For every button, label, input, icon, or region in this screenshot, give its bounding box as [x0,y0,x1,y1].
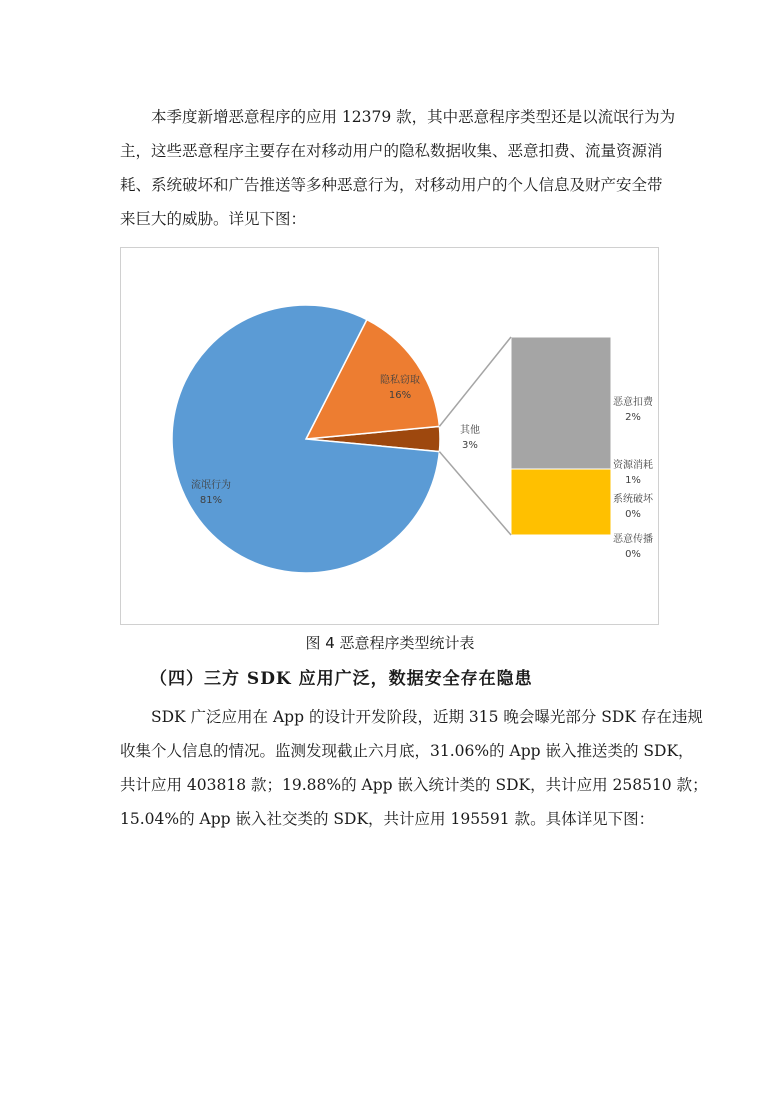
intro-paragraph [120,100,676,236]
sdk-line: 15.04%的 App 嵌入社交类的 SDK，共计应用 195591 款。具体详见下图： [120,810,655,828]
sdk-line: SDK 广泛应用在 App 的设计开发阶段，近期 315 晚会曝光部分 SDK 存在违规 [151,708,703,726]
connector-line [439,337,511,426]
slice-label: 隐私窃取 [380,375,420,386]
sdk-line: 共计应用 403818 款；19.88%的 App 嵌入统计类的 SDK，共计应用 258510 款； [120,776,708,794]
bar-segment-percent: 2% [625,412,641,423]
malware-type-chart [120,247,659,625]
section-heading: （四）三方 SDK 应用广泛，数据安全存在隐患 [150,669,533,689]
slice-percent: 81% [199,495,223,506]
bar-segment-label: 恶意传播 [613,534,653,545]
bar-segment-label: 恶意扣费 [613,397,653,408]
intro-line: 来巨大的威胁。详见下图： [120,210,307,228]
connector-line [439,452,511,535]
intro-line: 主，这些恶意程序主要存在对移动用户的隐私数据收集、恶意扣费、流量资源消 [120,142,663,160]
bar-segment [511,337,611,469]
slice-label: 流氓行为 [191,480,231,491]
sdk-line: 收集个人信息的情况。监测发现截止六月底，31.06%的 App 嵌入推送类的 SDK， [120,742,694,760]
sdk-paragraph [120,700,708,836]
intro-line: 本季度新增恶意程序的应用 12379 款，其中恶意程序类型还是以流氓行为为 [151,108,676,126]
bar-segment-label: 系统破坏 [613,494,653,505]
slice-percent: 3% [462,440,478,451]
bar-segment-label: 资源消耗 [613,460,653,471]
bar-segment-percent: 0% [625,549,641,560]
bar-segment-percent: 0% [625,509,641,520]
bar-segment [511,469,611,535]
intro-line: 耗、系统破坏和广告推送等多种恶意行为，对移动用户的个人信息及财产安全带 [120,176,663,194]
slice-percent: 16% [388,390,412,401]
bar-segment-percent: 1% [625,475,641,486]
figure-caption: 图 4 恶意程序类型统计表 [305,634,475,652]
slice-label: 其他 [460,425,480,436]
pie-of-bar-chart [121,248,660,626]
